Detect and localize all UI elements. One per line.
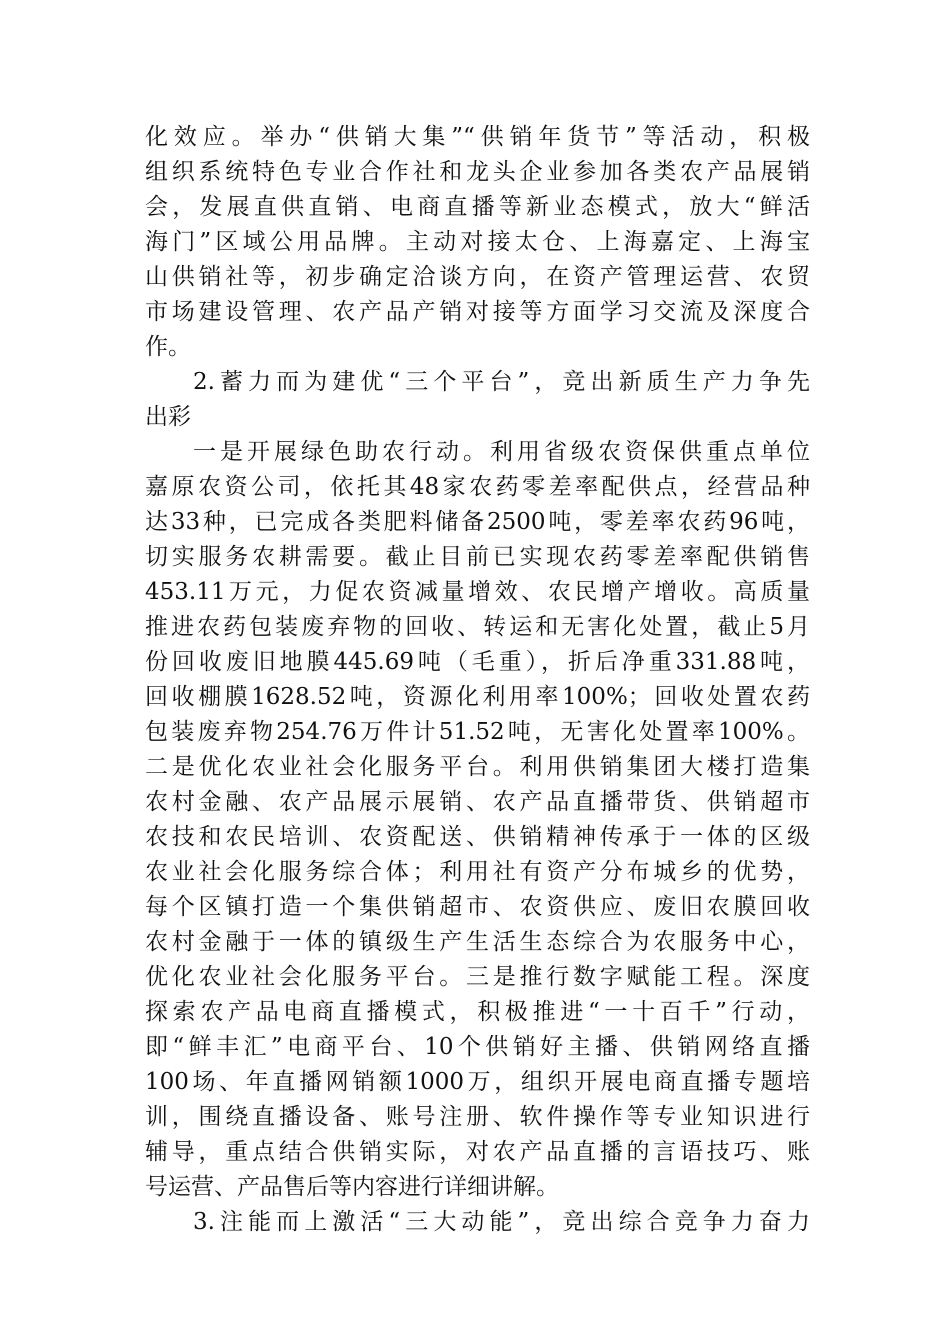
paragraph-line: 化效应。举办“供销大集”“供销年货节”等活动，积极	[145, 124, 810, 150]
paragraph-line: 海门”区域公用品牌。主动对接太仓、上海嘉定、上海宝	[145, 229, 810, 255]
paragraph-line: 作。	[145, 334, 191, 360]
paragraph-line: 即“鲜丰汇”电商平台、10个供销好主播、供销网络直播	[145, 1034, 810, 1060]
paragraph-line: 号运营、产品售后等内容进行详细讲解。	[145, 1174, 559, 1200]
paragraph-line: 会，发展直供直销、电商直播等新业态模式，放大“鲜活	[145, 194, 810, 220]
paragraph-line: 训，围绕直播设备、账号注册、软件操作等专业知识进行	[145, 1104, 810, 1130]
paragraph-line: 达33种，已完成各类肥料储备2500吨，零差率农药96吨，	[145, 509, 810, 535]
paragraph-line: 回收棚膜1628.52吨，资源化利用率100%；回收处置农药	[145, 684, 810, 710]
paragraph-line: 山供销社等，初步确定洽谈方向，在资产管理运营、农贸	[145, 264, 810, 290]
section-heading-2: 2.蓄力而为建优“三个平台”，竞出新质生产力争先	[193, 369, 810, 395]
paragraph-line: 探索农产品电商直播模式，积极推进“一十百千”行动，	[145, 999, 810, 1025]
paragraph-line: 农技和农民培训、农资配送、供销精神传承于一体的区级	[145, 824, 810, 850]
paragraph-line: 市场建设管理、农产品产销对接等方面学习交流及深度合	[145, 299, 810, 325]
paragraph-line: 包装废弃物254.76万件计51.52吨，无害化处置率100%。	[145, 719, 810, 745]
paragraph-line: 优化农业社会化服务平台。三是推行数字赋能工程。深度	[145, 964, 810, 990]
paragraph-line: 农业社会化服务综合体；利用社有资产分布城乡的优势，	[145, 859, 810, 885]
paragraph-line: 份回收废旧地膜445.69吨（毛重），折后净重331.88吨，	[145, 649, 810, 675]
paragraph-line: 453.11万元，力促农资减量增效、农民增产增收。高质量	[145, 579, 810, 605]
paragraph-line: 一是开展绿色助农行动。利用省级农资保供重点单位	[193, 439, 810, 465]
paragraph-line: 每个区镇打造一个集供销超市、农资供应、废旧农膜回收	[145, 894, 810, 920]
section-heading-3: 3.注能而上激活“三大动能”，竞出综合竞争力奋力	[193, 1209, 810, 1235]
paragraph-line: 二是优化农业社会化服务平台。利用供销集团大楼打造集	[145, 754, 810, 780]
paragraph-line: 推进农药包装废弃物的回收、转运和无害化处置，截止5月	[145, 614, 810, 640]
paragraph-line: 组织系统特色专业合作社和龙头企业参加各类农产品展销	[145, 159, 810, 185]
paragraph-line: 切实服务农耕需要。截止目前已实现农药零差率配供销售	[145, 544, 810, 570]
paragraph-line: 农村金融于一体的镇级生产生活生态综合为农服务中心，	[145, 929, 810, 955]
section-heading-2-continued: 出彩	[145, 404, 191, 430]
paragraph-line: 辅导，重点结合供销实际，对农产品直播的言语技巧、账	[145, 1139, 810, 1165]
paragraph-line: 100场、年直播网销额1000万，组织开展电商直播专题培	[145, 1069, 810, 1095]
paragraph-line: 嘉原农资公司，依托其48家农药零差率配供点，经营品种	[145, 474, 810, 500]
paragraph-line: 农村金融、农产品展示展销、农产品直播带货、供销超市	[145, 789, 810, 815]
